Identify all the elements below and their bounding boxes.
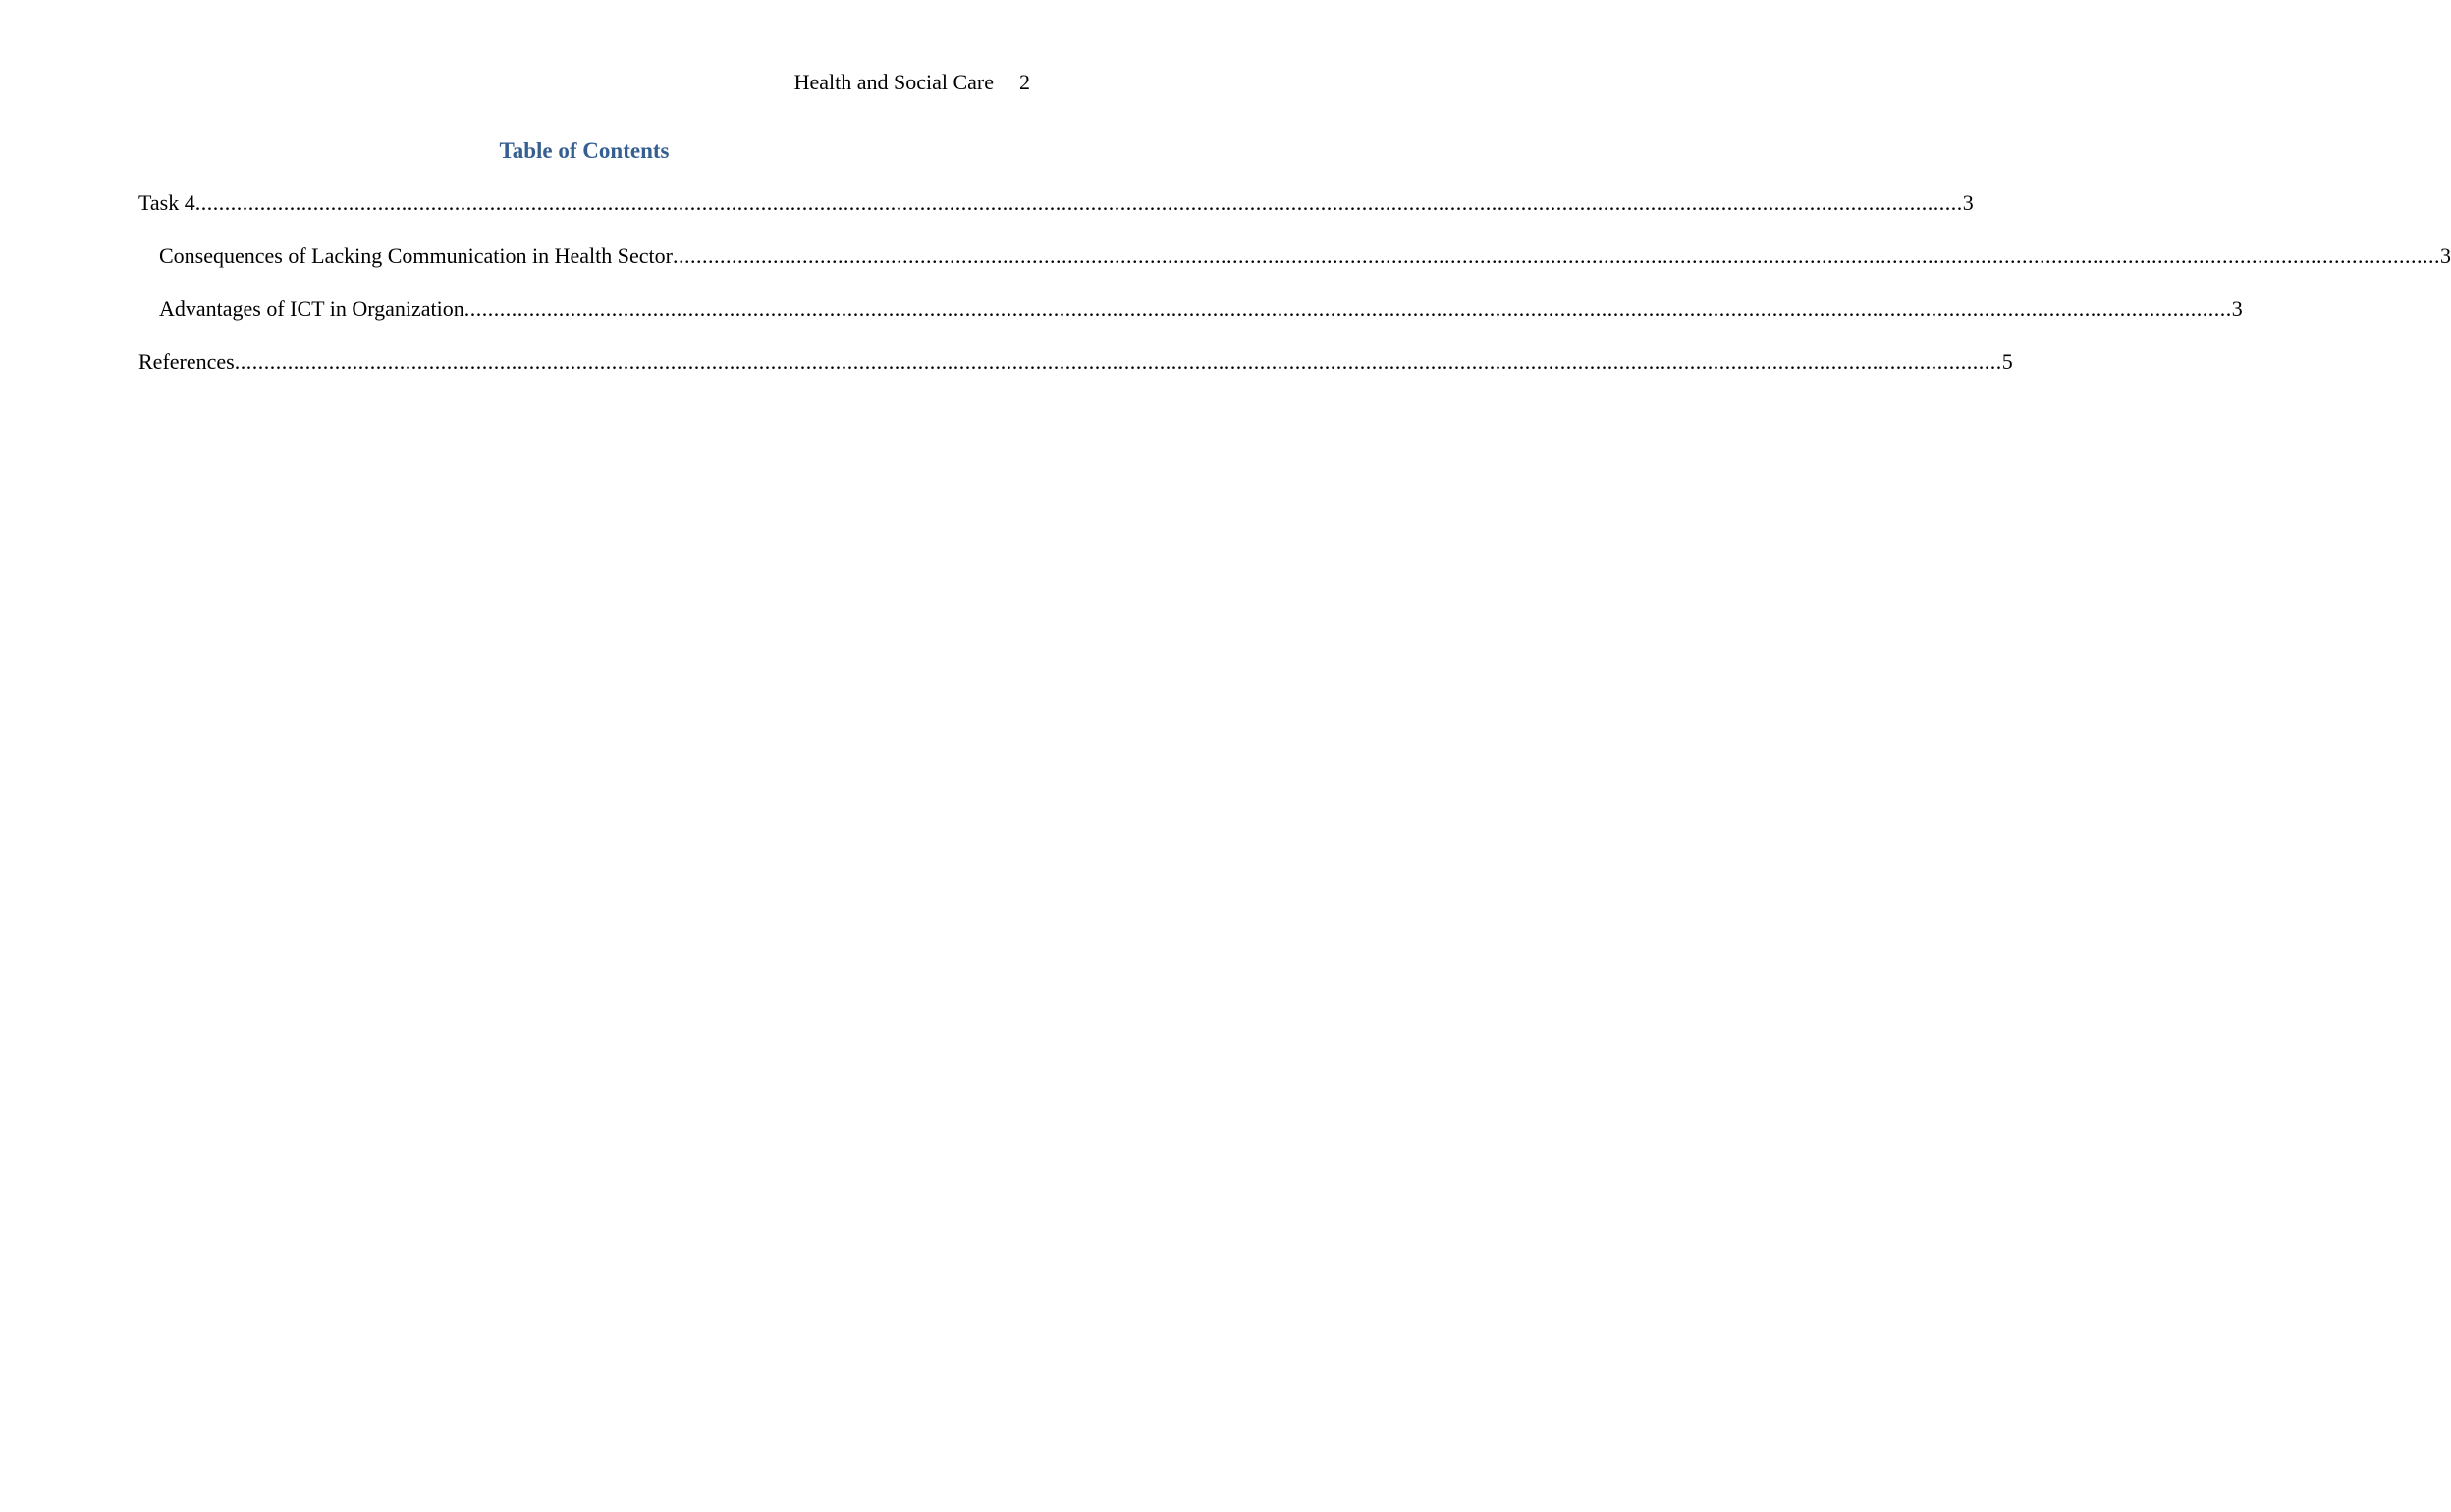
- running-head: [794, 69, 1030, 96]
- toc-entry-references[interactable]: [138, 349, 2013, 402]
- toc-entry-consequences[interactable]: [138, 243, 2451, 296]
- page-number: 2: [1019, 70, 1030, 94]
- toc-entry-text: Consequences of Lacking Communication in Health Sector: [159, 243, 673, 268]
- toc-entry-page: 3: [1962, 190, 1974, 215]
- toc-list: [138, 189, 2451, 402]
- toc-title: Table of Contents: [499, 138, 670, 163]
- toc-entry-text: Task 4: [138, 190, 195, 215]
- running-head-title: Health and Social Care: [793, 70, 994, 94]
- toc-entry-text: Advantages of ICT in Organization: [159, 297, 464, 321]
- toc-entry-task-4[interactable]: [138, 189, 1974, 243]
- toc-entry-text: References: [138, 350, 235, 374]
- toc-entry-page: 5: [2001, 350, 2013, 374]
- toc-entry-page: 3: [2231, 297, 2243, 321]
- toc-dot-leader: ............................................................................................................................................................................................................................................................................................................: [463, 297, 2232, 321]
- toc-dot-leader: ............................................................................................................................................................................................................................................................................................................: [672, 243, 2440, 268]
- toc-dot-leader: ............................................................................................................................................................................................................................................................................................................: [234, 350, 2002, 374]
- toc-entry-page: 3: [2439, 243, 2451, 268]
- toc-dot-leader: ............................................................................................................................................................................................................................................................................................................: [194, 190, 1963, 215]
- toc-entry-advantages-ict[interactable]: [138, 296, 2243, 349]
